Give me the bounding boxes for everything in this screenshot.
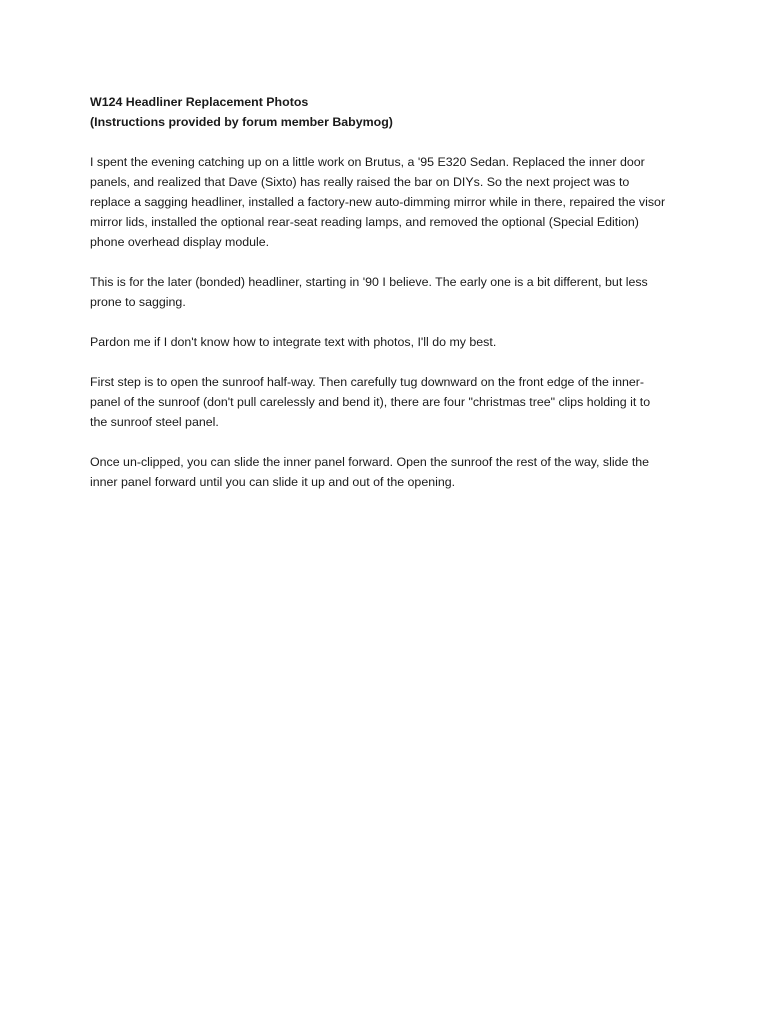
paragraph-apology: Pardon me if I don't know how to integrate text with photos, I'll do my best. [90, 335, 497, 349]
paragraph-headliner-type: This is for the later (bonded) headliner, starting in '90 I believe. The early one is a bit different, but less prone to sagging. [90, 275, 648, 309]
document-body [90, 92, 668, 492]
document-title: W124 Headliner Replacement Photos [90, 95, 309, 109]
title-block [90, 92, 668, 132]
document-subtitle: (Instructions provided by forum member Babymog) [90, 115, 393, 129]
paragraph-step-two: Once un-clipped, you can slide the inner panel forward. Open the sunroof the rest of the way, slide the inner panel forward until you can slide it up and out of the opening. [90, 455, 650, 489]
paragraph-intro: I spent the evening catching up on a little work on Brutus, a '95 E320 Sedan. Replaced the inner door panels, and realized that Dave (Sixto) has really raised the bar on DIYs. So the next project was to replace a sagging headliner, installed a factory-new auto-dimming mirror while in there, repaired the visor mirror lids, installed the optional rear-seat reading lamps, and removed the optional (Special Edition) phone overhead display module. [90, 155, 666, 249]
paragraph-step-one: First step is to open the sunroof half-way. Then carefully tug downward on the front edge of the inner-panel of the sunroof (don't pull carelessly and bend it), there are four "christmas tree" clips holding it to the sunroof steel panel. [90, 375, 651, 429]
